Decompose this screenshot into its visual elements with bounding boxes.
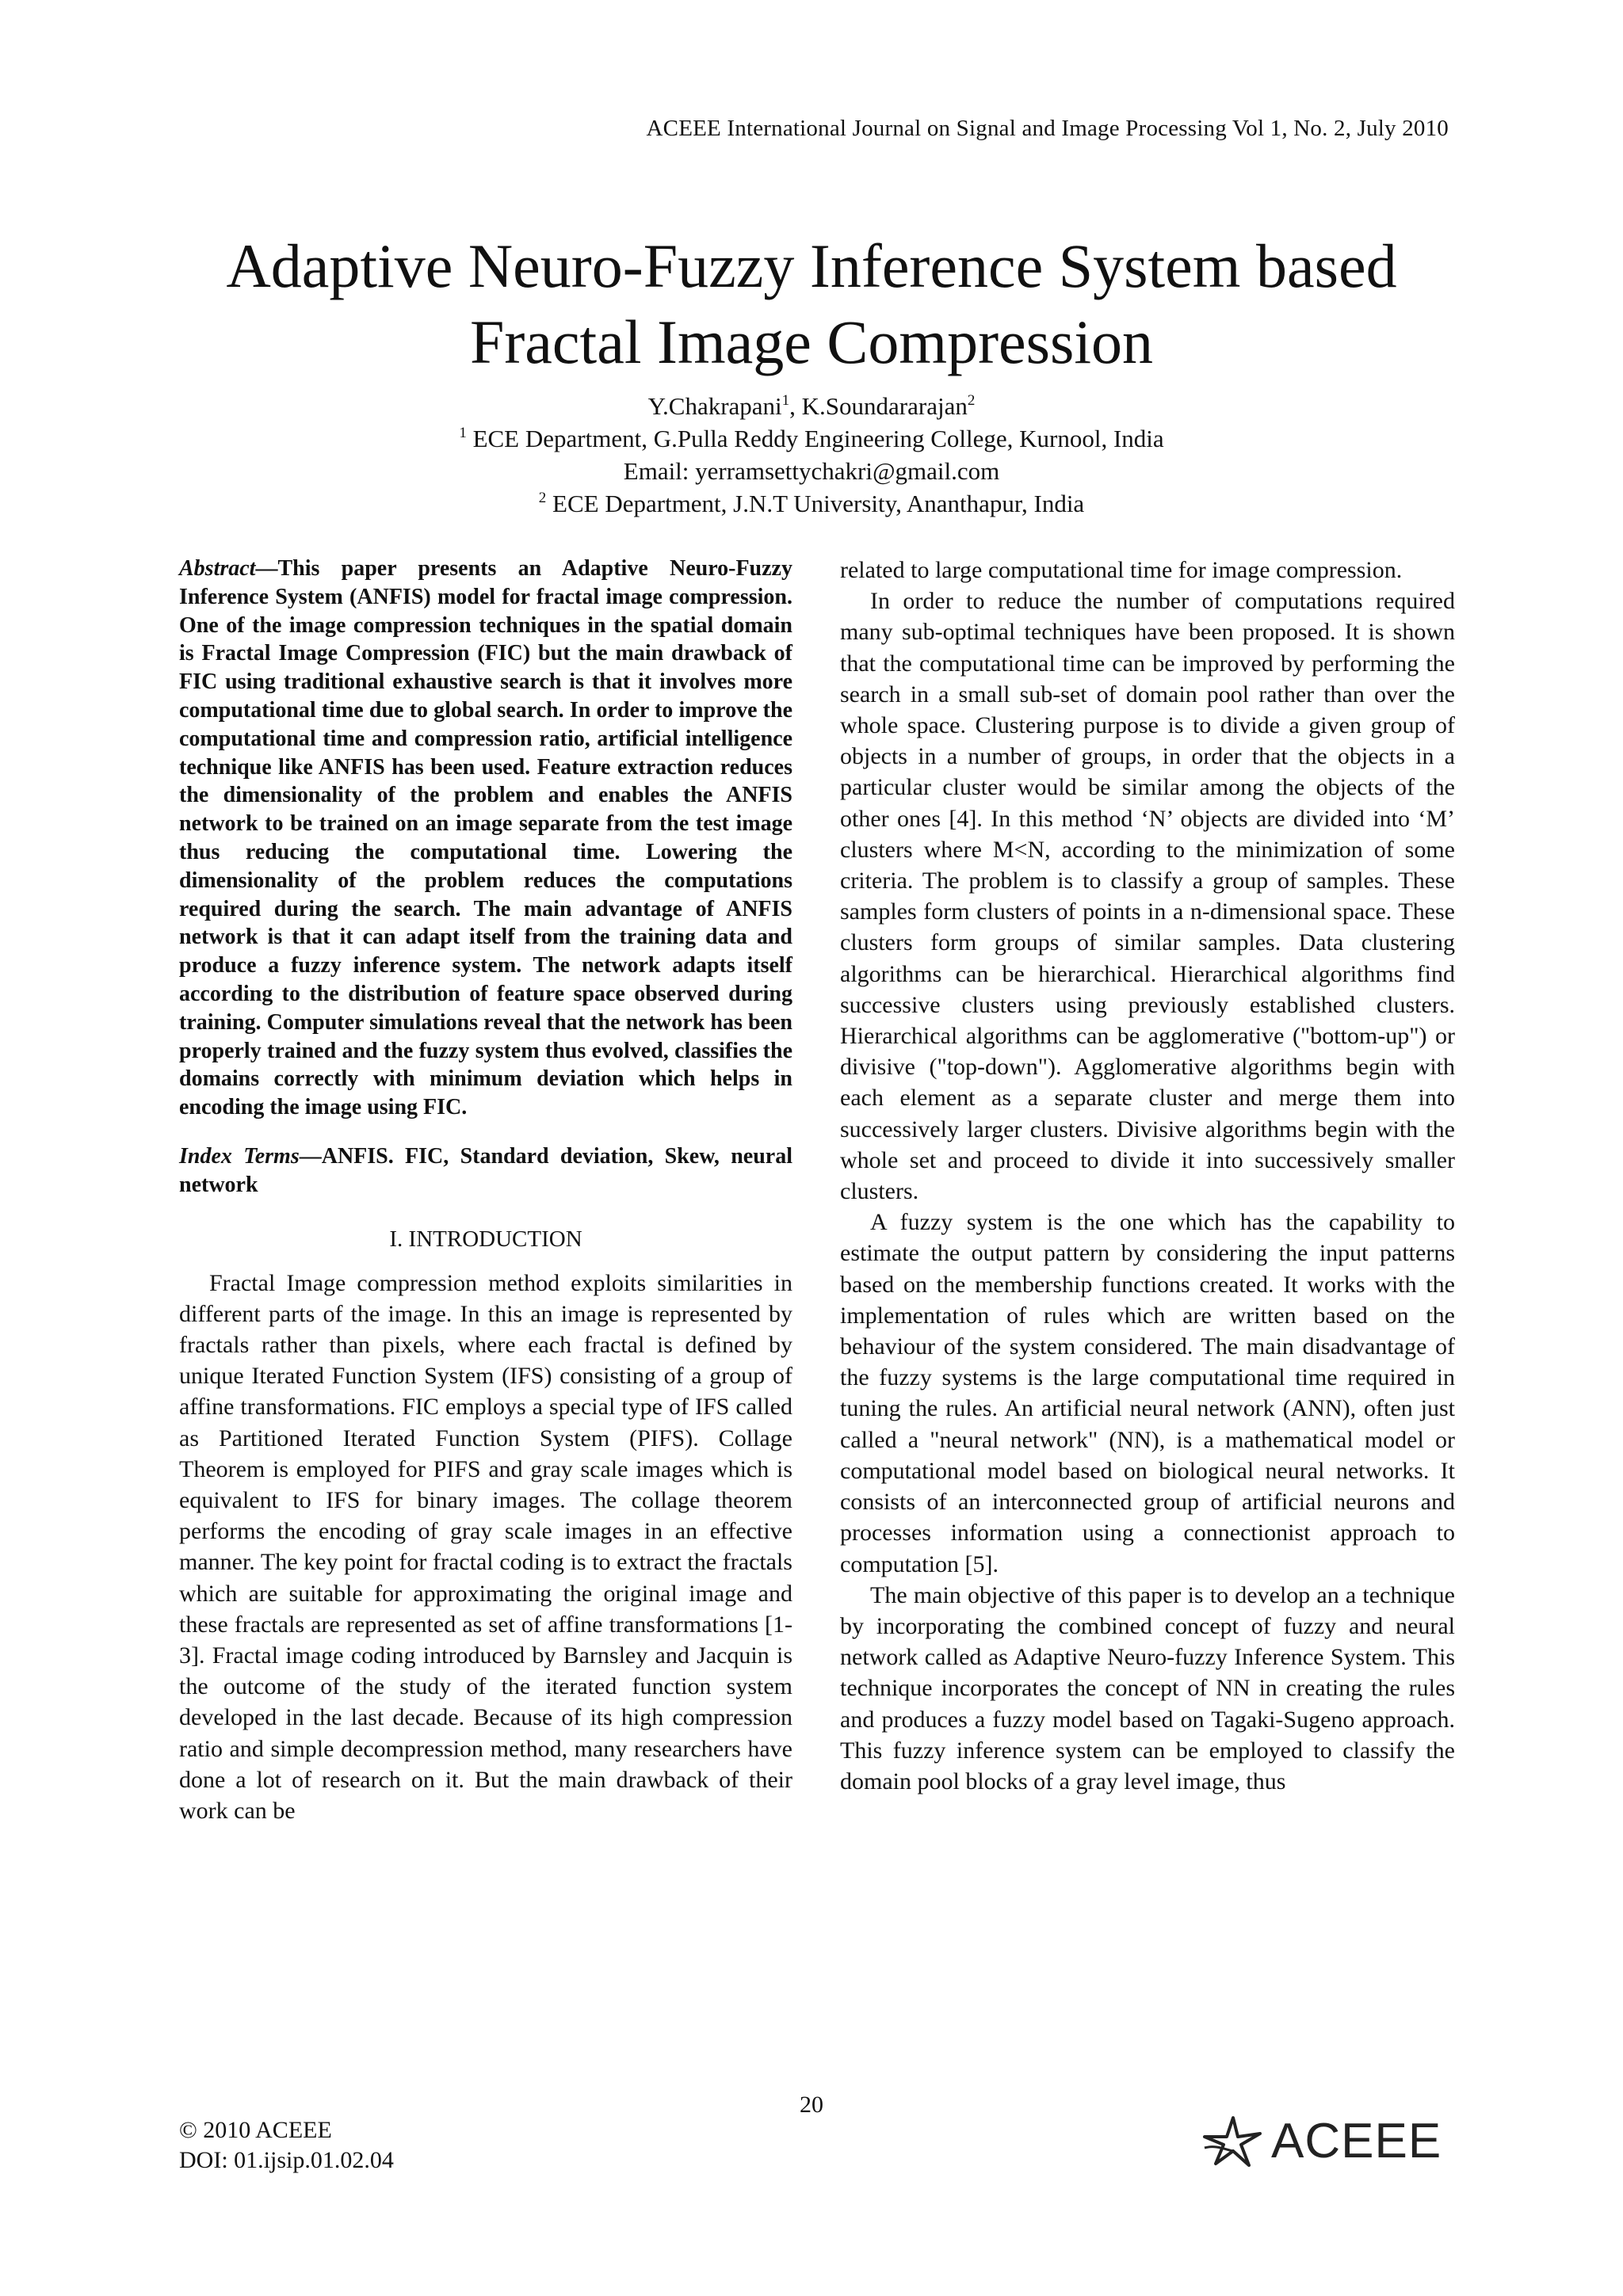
- body-paragraph-1-continued: related to large computational time for image compression.: [840, 557, 1403, 583]
- author-separator: ,: [789, 392, 802, 420]
- index-terms-text: —ANFIS. FIC, Standard deviation, Skew, neural network: [179, 1143, 792, 1197]
- author-2-affiliation-mark: 2: [967, 392, 976, 409]
- section-title-initial: I: [408, 1226, 417, 1252]
- author-2: K.Soundararajan: [801, 392, 968, 420]
- author-names: [143, 390, 1480, 422]
- aceee-star-logo-icon: [1198, 2113, 1268, 2168]
- affiliation-2-mark: 2: [538, 490, 547, 506]
- author-1-affiliation-mark: 1: [781, 392, 790, 409]
- affiliation-1-text: ECE Department, G.Pulla Reddy Engineering College, Kurnool, India: [466, 425, 1164, 452]
- copyright: © 2010 ACEEE: [179, 2117, 332, 2143]
- index-terms: [179, 1142, 792, 1199]
- affiliation-2: [143, 487, 1480, 520]
- section-heading-introduction: [179, 1223, 792, 1255]
- body-paragraph-4: The main objective of this paper is to develop an a technique by incorporating the combined concept of fuzzy and neural network called as Adaptive Neuro-fuzzy Inference System. This technique incorporates the concept of NN in creating the rules and produces a fuzzy model based on Tagaki-Sugeno approach. This fuzzy inference system can be employed to classify the domain pool blocks of a gray level image, thus: [840, 1581, 1455, 1794]
- affiliation-2-text: ECE Department, J.N.T University, Ananthapur, India: [546, 490, 1085, 517]
- body-paragraph-3: A fuzzy system is the one which has the capability to estimate the output pattern by considering the input patterns based on the membership functions created. It works with the implementation of rules which are written based on the behaviour of the system considered. The main disadvantage of the fuzzy systems is the large computational time required in tuning the rules. An artificial neural network (ANN), often just called a "neural network" (NN), is a mathematical model or computational model based on biological neural networks. It consists of an interconnected group of artificial neurons and processes information using a connectionist approach to computation [5].: [840, 1209, 1455, 1577]
- affiliation-1-mark: 1: [459, 425, 467, 441]
- paper-title: [143, 228, 1480, 380]
- author-email: Email: yerramsettychakri@gmail.com: [623, 457, 1000, 485]
- left-column: [179, 555, 792, 1826]
- doi: DOI: 01.ijsip.01.02.04: [179, 2147, 394, 2173]
- abstract: [179, 555, 792, 1122]
- abstract-label: Abstract: [179, 556, 256, 581]
- index-terms-label: Index Terms: [179, 1143, 300, 1169]
- body-paragraph-2: In order to reduce the number of computations required many sub-optimal techniques have been proposed. It is shown that the computational time can be improved by performing the search in a small sub-set of domain pool rather than over the whole space. Clustering purpose is to divide a given group of objects in a number of groups, in order that the objects in a particular cluster would be similar among the objects of the other ones [4]. In this method ‘N’ objects are divided into ‘M’ clusters where M<N, according to the minimization of some criteria. The problem is to classify a group of samples. These samples form clusters of points in a n-dimensional space. These clusters form groups of similar samples. Data clustering algorithms can be hierarchical. Hierarchical algorithms find successive clusters using previously established clusters. Hierarchical algorithms can be agglomerative ("bottom-up") or divisive ("top-down"). Agglomerative algorithms begin with each element as a separate cluster and merge them into successively larger clusters. Divisive algorithms begin with the whole set and proceed to divide it into successively smaller clusters.: [840, 588, 1455, 1205]
- affiliation-1: [143, 422, 1480, 455]
- journal-header: ACEEE International Journal on Signal and Image Processing Vol 1, No. 2, July 2010: [646, 116, 1449, 141]
- aceee-logo: [1198, 2109, 1452, 2172]
- section-title-rest: NTRODUCTION: [416, 1226, 582, 1252]
- logo-text: ACEEE: [1271, 2113, 1442, 2168]
- body-paragraph-1: Fractal Image compression method exploits similarities in different parts of the image. In this an image is represented by fractals rather than pixels, where each fractal is defined by unique Iterated Function System (IFS) consisting of a group of affine transformations. FIC employs a special type of IFS called as Partitioned Iterated Function System (PIFS). Collage Theorem is employed for PIFS and gray scale images which is equivalent to IFS for binary images. The collage theorem performs the encoding of gray scale images in an effective manner. The key point for fractal coding is to extract the fractals which are suitable for approximating the original image and these fractals are represented as set of affine transformations [1-3]. Fractal image coding introduced by Barnsley and Jacquin is the outcome of the study of the iterated function system developed in the last decade. Because of its high compression ratio and simple decompression method, many researchers have done a lot of research on it. But the main drawback of their work can be: [179, 1269, 792, 1824]
- section-number: I.: [389, 1226, 409, 1252]
- right-column: [840, 555, 1455, 1797]
- page-number: 20: [800, 2092, 823, 2118]
- paper-title-line-2: Fractal Image Compression: [469, 307, 1154, 376]
- author-block: [143, 390, 1480, 520]
- paper-title-line-1: Adaptive Neuro-Fuzzy Inference System based: [226, 231, 1397, 300]
- author-1: Y.Chakrapani: [647, 392, 782, 420]
- footer-info: [179, 2115, 394, 2176]
- abstract-text: —This paper presents an Adaptive Neuro-Fuzzy Inference System (ANFIS) model for fractal image compression. One of the image compression techniques in the spatial domain is Fractal Image Compression (FIC) but the main drawback of FIC using traditional exhaustive search is that it involves more computational time due to global search. In order to improve the computational time and compression ratio, artificial intelligence technique like ANFIS has been used. Feature extraction reduces the dimensionality of the problem and enables the ANFIS network to be trained on an image separate from the test image thus reducing the computational time. Lowering the dimensionality of the problem reduces the computations required during the search. The main advantage of ANFIS network is that it can adapt itself from the training data and produce a fuzzy inference system. The network adapts itself according to the distribution of feature space observed during training. Computer simulations reveal that the network has been properly trained and the fuzzy system thus evolved, classifies the domains correctly with minimum deviation which helps in encoding the image using FIC.: [179, 556, 792, 1120]
